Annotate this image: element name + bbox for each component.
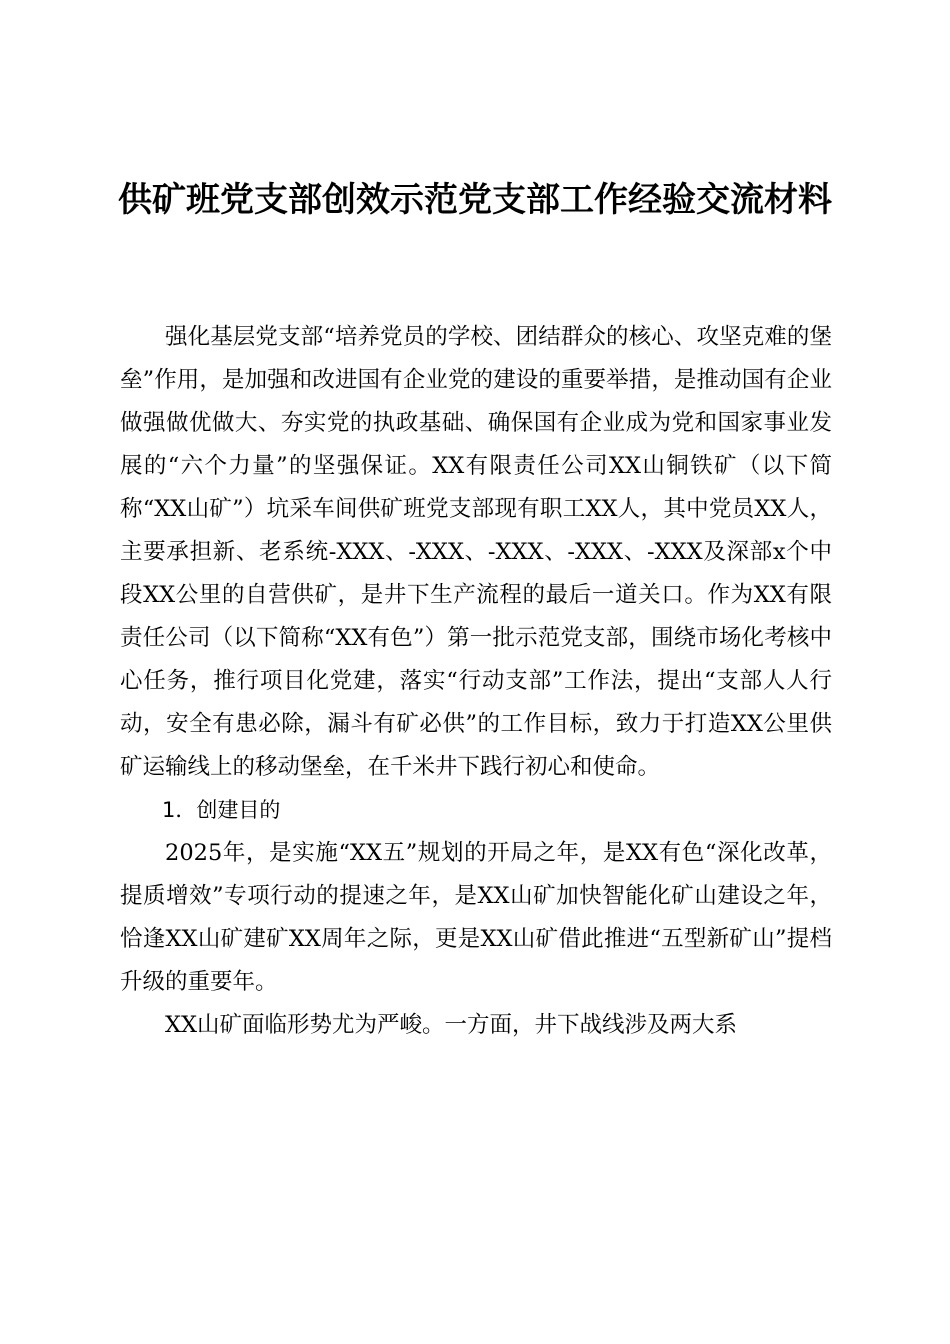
body-paragraph: 2025年，是实施“XX五”规划的开局之年，是XX有色“深化改革，提质增效”专项行动的提速之年，是XX山矿加快智能化矿山建设之年，恰逢XX山矿建矿XX周年之际，更是XX山矿借此推进“五型新矿山”提档升级的重要年。 (120, 840, 832, 995)
document-body (120, 316, 832, 1047)
intro-paragraph: 强化基层党支部“培养党员的学校、团结群众的核心、攻坚克难的堡垒”作用，是加强和改进国有企业党的建设的重要举措，是推动国有企业做强做优做大、夯实党的执政基础、确保国有企业成为党和国家事业发展的“六个力量”的坚强保证。XX有限责任公司XX山铜铁矿（以下简称“XX山矿”）坑采车间供矿班党支部现有职工XX人，其中党员XX人，主要承担新、老系统-XXX、-XXX、-XXX、-XXX、-XXX及深部x个中段XX公里的自营供矿，是井下生产流程的最后一道关口。作为XX有限责任公司（以下简称“XX有色”）第一批示范党支部，围绕市场化考核中心任务，推行项目化党建，落实“行动支部”工作法，提出“支部人人行动，安全有患必除，漏斗有矿必供”的工作目标，致力于打造XX公里供矿运输线上的移动堡垒，在千米井下践行初心和使命。 (120, 324, 832, 780)
document-title: 供矿班党支部创效示范党支部工作经验交流材料 (118, 180, 832, 220)
section-heading: 1．创建目的 (162, 798, 281, 822)
body-paragraph: XX山矿面临形势尤为严峻。一方面，井下战线涉及两大系 (165, 1012, 738, 1038)
